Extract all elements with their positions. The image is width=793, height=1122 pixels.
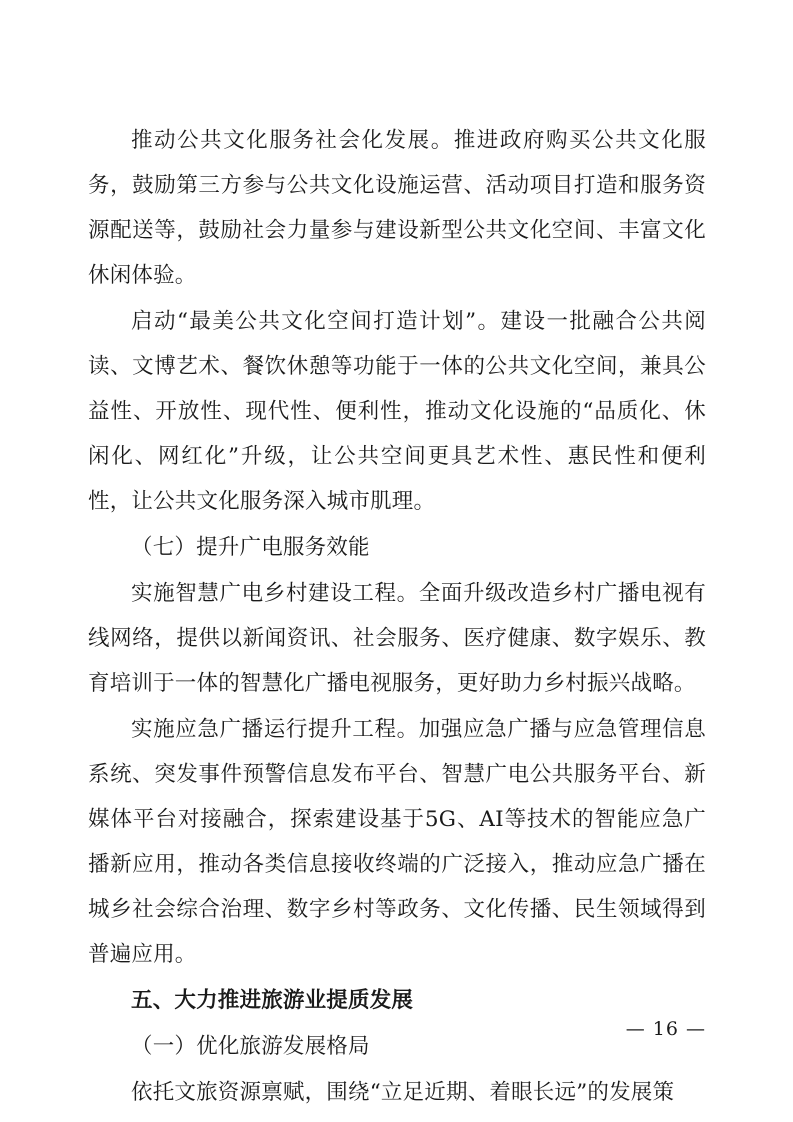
section-heading: 五、大力推进旅游业提质发展 bbox=[131, 988, 414, 1013]
paragraph: 实施智慧广电乡村建设工程。全面升级改造乡村广播电视有线网络，提供以新闻资讯、社会服务、医疗健康、数字娱乐、教育培训于一体的智慧化广播电视服务，更好助力乡村振兴战略。 bbox=[88, 581, 706, 696]
page-content bbox=[88, 118, 706, 1116]
paragraph: 依托文旅资源禀赋，围绕“立足近期、着眼长远”的发展策 bbox=[131, 1080, 675, 1105]
paragraph: 实施应急广播运行提升工程。加强应急广播与应急管理信息系统、突发事件预警信息发布平台、智慧广电公共服务平台、新媒体平台对接融合，探索建设基于5G、AI等技术的智能应急广播新应用，推动各类信息接收终端的广泛接入，推动应急广播在城乡社会综合治理、数字乡村等政务、文化传播、民生领域得到普遍应用。 bbox=[88, 717, 706, 967]
page-number: — 16 — bbox=[625, 1018, 706, 1040]
section-subheading: （七）提升广电服务效能 bbox=[131, 535, 370, 560]
paragraph: 推动公共文化服务社会化发展。推进政府购买公共文化服务，鼓励第三方参与公共文化设施运营、活动项目打造和服务资源配送等，鼓励社会力量参与建设新型公共文化空间、丰富文化休闲体验。 bbox=[88, 128, 706, 288]
section-subheading: （一）优化旅游发展格局 bbox=[131, 1034, 370, 1059]
paragraph: 启动“最美公共文化空间打造计划”。建设一批融合公共阅读、文博艺术、餐饮休憩等功能于一体的公共文化空间，兼具公益性、开放性、现代性、便利性，推动文化设施的“品质化、休闲化、网红化”升级，让公共空间更具艺术性、惠民性和便利性，让公共文化服务深入城市肌理。 bbox=[88, 309, 706, 514]
